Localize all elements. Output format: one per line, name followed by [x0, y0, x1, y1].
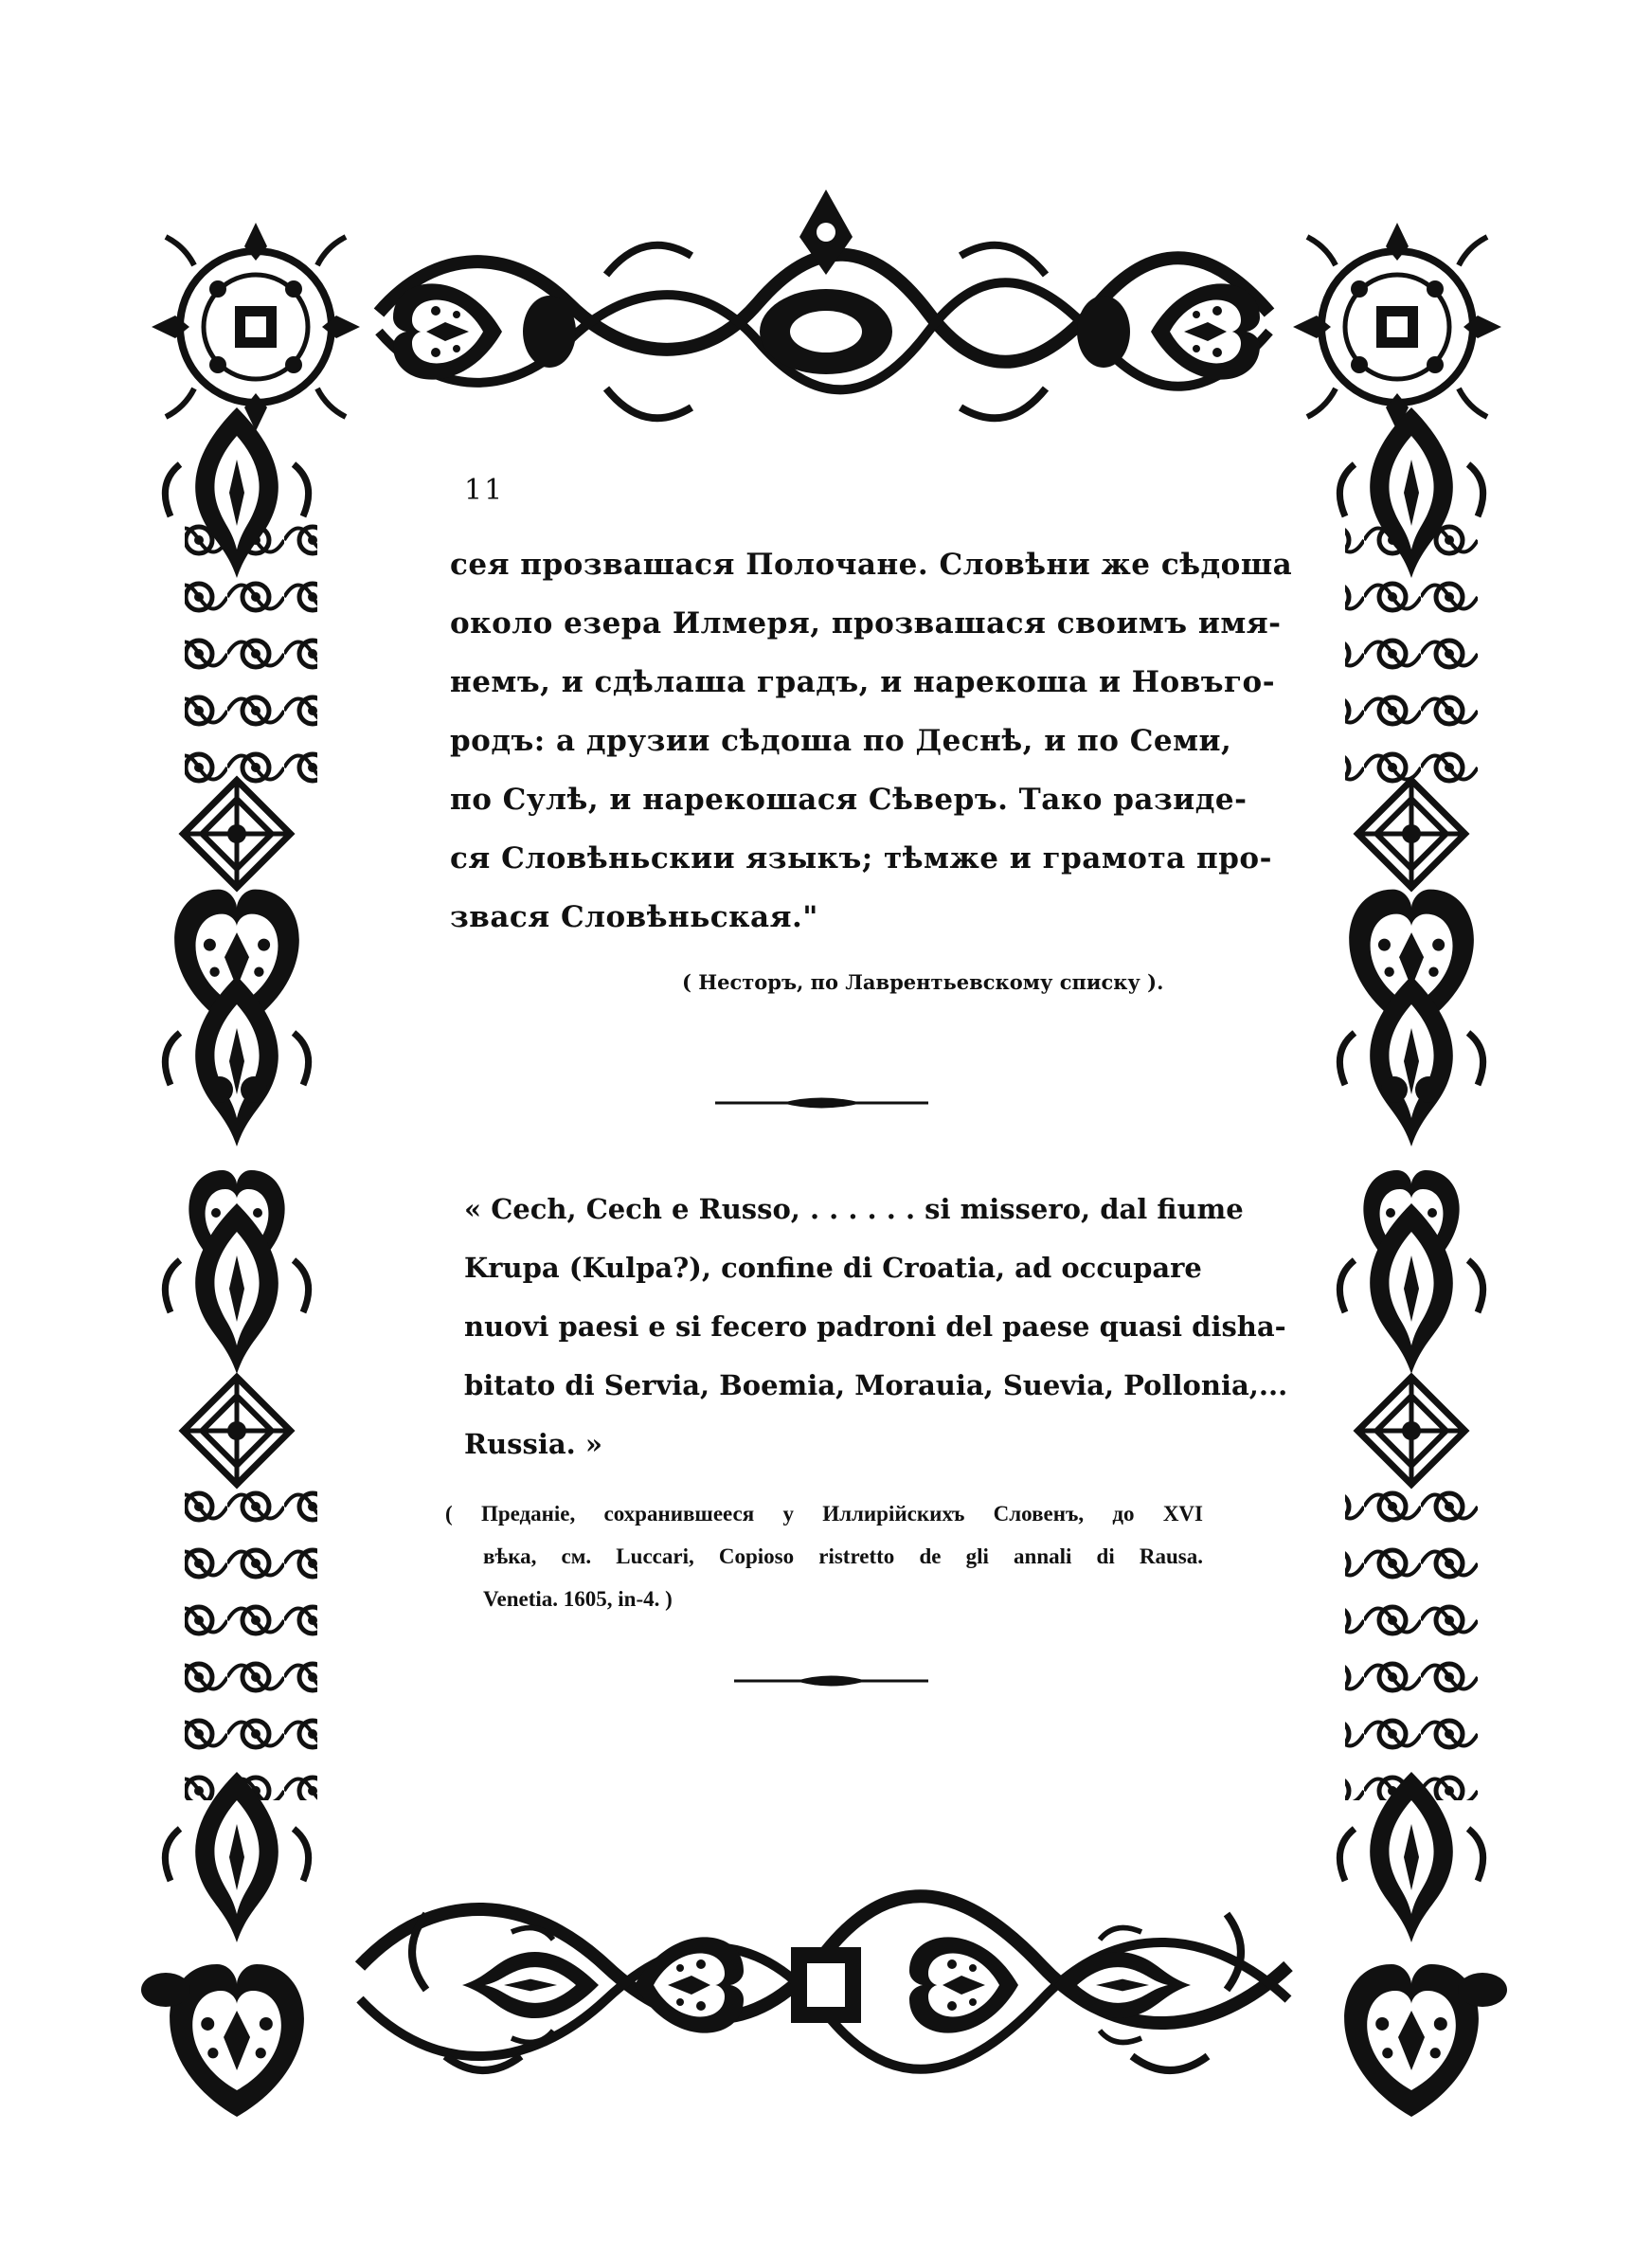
tradition-citation-line: Venetia. 1605, in-4. ) — [483, 1587, 673, 1611]
tradition-citation-line: ( Преданіе, сохранившееся у Иллирійскихъ Словенъ, до XVI — [445, 1502, 1203, 1526]
chronicle-line: сея прозвашася Полочане. Словѣни же сѣдоша — [450, 548, 1293, 582]
section-divider — [734, 1672, 928, 1689]
chronicle-citation: ( Несторъ, по Лаврентьевскому списку ). — [682, 970, 1164, 994]
chronicle-line: немъ, и сдѣлаша градъ, и нарекоша и Новъго- — [450, 665, 1276, 699]
tradition-line: Russia. » — [464, 1428, 602, 1460]
section-divider — [715, 1094, 928, 1111]
left-border — [141, 407, 317, 2117]
tradition-citation — [445, 1492, 1203, 1620]
chronicle-line: звася Словѣньская." — [450, 900, 818, 934]
bottom-border — [360, 1896, 1288, 2070]
tradition-line: nuovi paesi e si fecero padroni del paese quasi disha- — [464, 1310, 1286, 1343]
tradition-quote — [464, 1180, 1288, 1473]
chronicle-line: ся Словѣньскии языкъ; тѣмже и грамота про- — [450, 841, 1272, 876]
page-number: 11 — [464, 474, 505, 507]
tradition-line: bitato di Servia, Boemia, Morauia, Suevia, Pollonia,... — [464, 1369, 1288, 1401]
chronicle-line: по Сулѣ, и нарекошася Сѣверъ. Тако разиде- — [450, 783, 1248, 817]
tradition-line: « Cech, Cech e Russo, . . . . . . si missero, dal fiume — [464, 1193, 1244, 1225]
chronicle-quote — [450, 535, 1293, 947]
tradition-citation-line: вѣка, см. Luccari, Copioso ristretto de gli annali di Rausa. — [483, 1544, 1203, 1568]
right-border — [1339, 407, 1507, 2117]
chronicle-line: родъ: а друзии сѣдоша по Деснѣ, и по Семи, — [450, 724, 1232, 758]
chronicle-line: около езера Илмеря, прозвашася своимъ имя- — [450, 606, 1282, 641]
tradition-line: Krupa (Kulpa?), confine di Croatia, ad occupare — [464, 1252, 1202, 1284]
top-border — [152, 190, 1501, 431]
